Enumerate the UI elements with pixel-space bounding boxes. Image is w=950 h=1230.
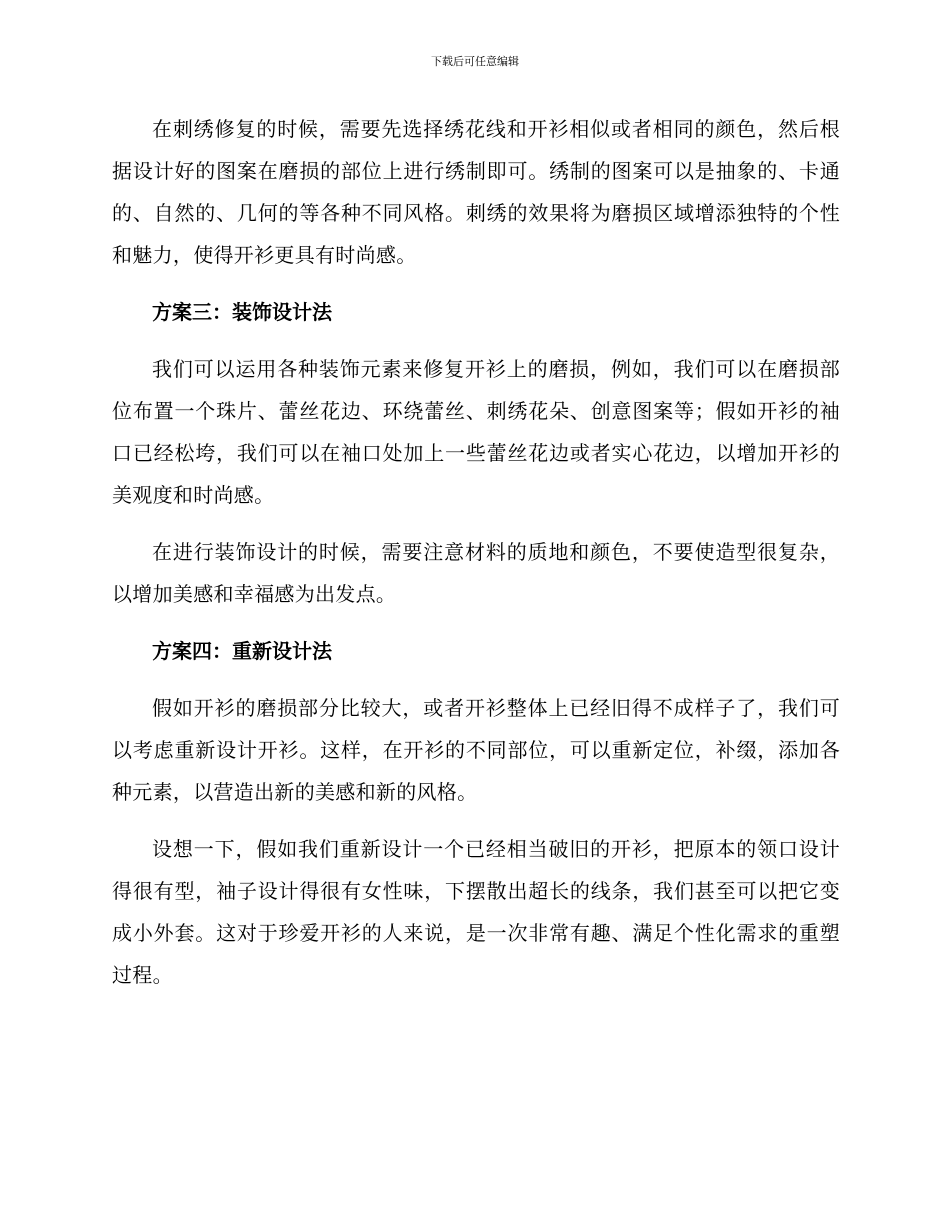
paragraph-embroidery-repair: 在刺绣修复的时候，需要先选择绣花线和开衫相似或者相同的颜色，然后根据设计好的图案在磨损的部位上进行绣制即可。绣制的图案可以是抽象的、卡通的、自然的、几何的等各种不同风格。刺绣的效果将为磨损区域增添独特的个性和魅力，使得开衫更具有时尚感。 [112,117,840,267]
heading-plan-four: 方案四：重新设计法 [152,639,332,663]
paragraph-decoration-notes: 在进行装饰设计的时候，需要注意材料的质地和颜色，不要使造型很复杂，以增加美感和幸福感为出发点。 [112,540,840,606]
page-header: 下载后可任意编辑 [431,55,519,68]
paragraph-redesign-method: 假如开衫的磨损部分比较大，或者开衫整体上已经旧得不成样子了，我们可以考虑重新设计开衫。这样，在开衫的不同部位，可以重新定位，补缀，添加各种元素，以营造出新的美感和新的风格。 [112,696,840,804]
document-body [112,108,840,1011]
paragraph-decoration-method: 我们可以运用各种装饰元素来修复开衫上的磨损，例如，我们可以在磨损部位布置一个珠片、蕾丝花边、环绕蕾丝、刺绣花朵、创意图案等；假如开衫的袖口已经松垮，我们可以在袖口处加上一些蕾丝花边或者实心花边，以增加开衫的美观度和时尚感。 [112,357,840,507]
paragraph-redesign-example: 设想一下，假如我们重新设计一个已经相当破旧的开衫，把原本的领口设计得很有型，袖子设计得很有女性味，下摆散出超长的线条，我们甚至可以把它变成小外套。这对于珍爱开衫的人来说，是一次非常有趣、满足个性化需求的重塑过程。 [112,837,840,987]
heading-plan-three: 方案三：装饰设计法 [152,300,332,324]
